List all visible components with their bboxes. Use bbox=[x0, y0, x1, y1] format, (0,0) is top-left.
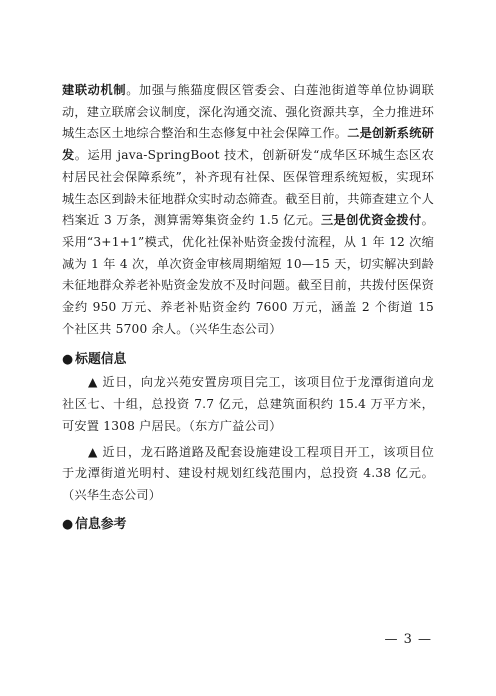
bullet-dot-icon: ● bbox=[62, 352, 74, 368]
paragraph-linkage bbox=[62, 80, 434, 340]
paragraph-lead: 建联动机制 bbox=[62, 83, 127, 97]
document-body bbox=[62, 80, 434, 537]
bullet-dot-icon: ● bbox=[62, 516, 74, 532]
paragraph-text: 。运用 java-SpringBoot 技术，创新研发“成华区环城生态区农村居民社会保障系统”，补齐现有社保、医保管理系统短板，实现环城生态区到龄未征地群众实时动态筛查。截至目前，共筛查建立个人档案近 3 万条，测算需筹集资金约 1.5 亿元。 bbox=[62, 148, 435, 228]
paragraph-lead: 三是创优资金拨付 bbox=[320, 213, 422, 228]
news-item: ▲ 近日，向龙兴苑安置房项目完工，该项目位于龙潭街道向龙社区七、十组，总投资 7.7 亿元，总建筑面积约 15.4 万平方米，可安置 1308 户居民。（东方广益公司） bbox=[62, 375, 434, 433]
section-title: 标题信息 bbox=[75, 352, 127, 368]
section-heading-bidding bbox=[62, 346, 434, 372]
section-heading-reference bbox=[62, 511, 434, 537]
section-title: 信息参考 bbox=[75, 516, 127, 532]
paragraph-lead: 二是创新系统研发 bbox=[62, 126, 434, 163]
news-item: ▲ 近日，龙石路道路及配套设施建设工程项目开工，该项目位于龙潭街道光明村、建设村规划红线范围内，总投资 4.38 亿元。（兴华生态公司） bbox=[62, 444, 434, 502]
paragraph-text: 。加强与熊猫度假区管委会、白莲池街道等单位协调联动，建立联席会议制度，深化沟通交流、强化资源共享，全力推进环城生态区土地综合整治和生态修复中社会保障工作。 bbox=[62, 83, 434, 141]
paragraph-text: 。采用“3+1+1”模式，优化社保补贴资金拨付流程，从 1 年 12 次缩减为 1 年 4 次，单次资金审核周期缩短 10—15 天，切实解决到龄未征地群众养老补贴资金发放不及时问题。截至目前，共拨付医保资金约 950 万元、养老补贴资金约 7600 万元，涵盖 2 个街道 15 个社区共 5700 余人。（兴华生态公司） bbox=[62, 213, 434, 336]
page-number: — 3 — bbox=[384, 632, 432, 647]
